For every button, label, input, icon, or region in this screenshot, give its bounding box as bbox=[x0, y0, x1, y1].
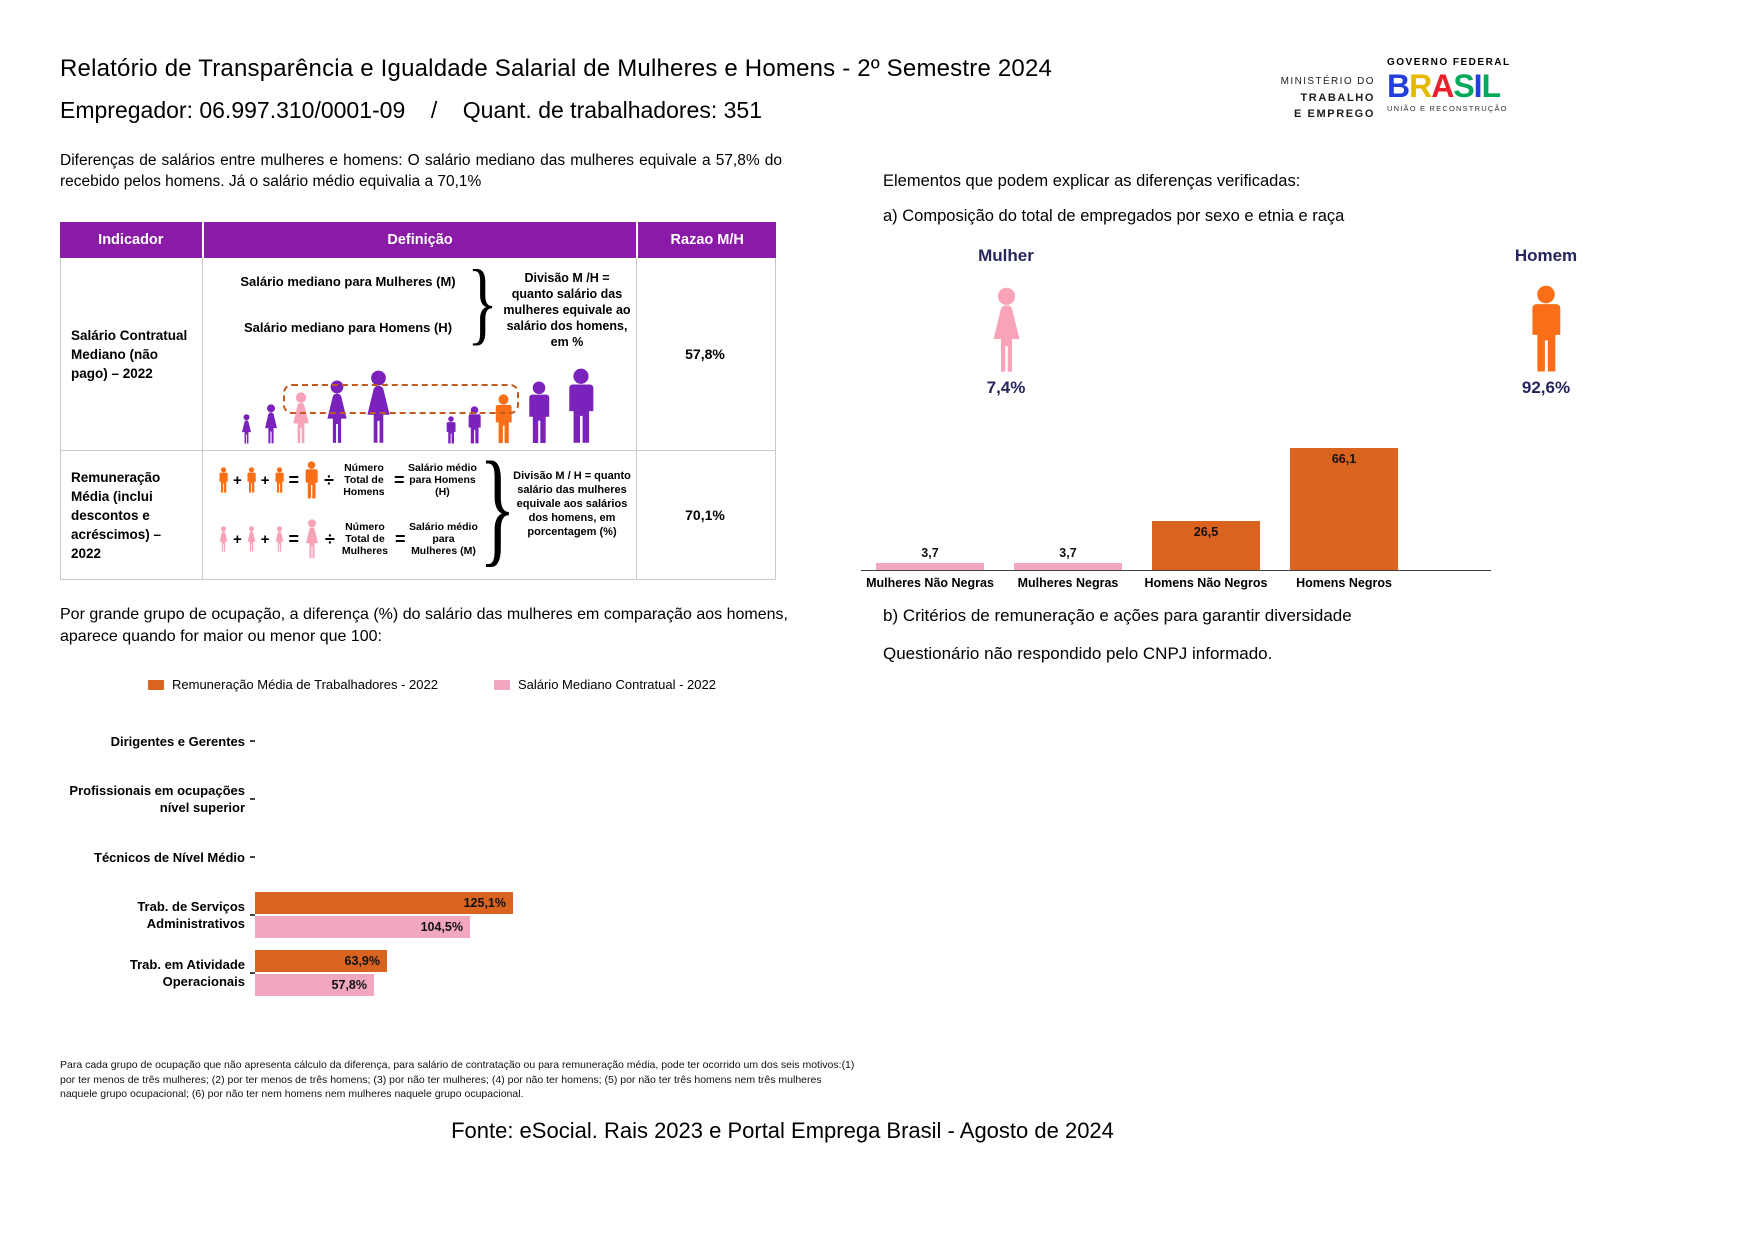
brace-icon: } bbox=[479, 436, 516, 578]
ministry-line2: TRABALHO bbox=[1300, 92, 1375, 104]
occupation-legend bbox=[148, 677, 716, 692]
ministry-line1: MINISTÉRIO DO bbox=[1280, 76, 1375, 87]
employer-info: Empregador: 06.997.310/0001-09 / Quant. de trabalhadores: 351 bbox=[60, 97, 762, 123]
brasil-logo-letter: S bbox=[1453, 68, 1474, 104]
man-icon bbox=[273, 467, 286, 493]
formula-result-label: Salário médio para Mulheres (M) bbox=[409, 521, 478, 557]
occupation-bars bbox=[255, 892, 513, 938]
table-header-definicao: Definição bbox=[204, 222, 639, 258]
occupation-bar bbox=[255, 950, 387, 972]
occupation-row bbox=[60, 886, 770, 944]
man-icon bbox=[1524, 285, 1568, 378]
legend-label-mediano: Salário Mediano Contratual - 2022 bbox=[517, 677, 716, 692]
legend-swatch-pink-icon bbox=[494, 680, 510, 690]
composition-category-axis bbox=[861, 576, 1491, 590]
bar-value-label: 63,9% bbox=[344, 954, 380, 968]
operator-equals-icon: = bbox=[288, 528, 300, 549]
occupation-bar bbox=[255, 974, 374, 996]
definicao-media-cell bbox=[203, 436, 637, 579]
composition-category-label: Homens Não Negros bbox=[1144, 576, 1268, 590]
legend-item-mediano bbox=[494, 677, 716, 692]
formula-result-label: Salário médio para Homens (H) bbox=[408, 462, 477, 498]
composition-bar bbox=[1290, 448, 1398, 570]
formula-divide-label: Número Total de Mulheres bbox=[341, 521, 388, 557]
man-icon bbox=[217, 467, 230, 493]
composition-subheading: a) Composição do total de empregados por sexo e etnia e raça bbox=[883, 207, 1345, 225]
composition-bar-chart bbox=[861, 437, 1491, 590]
occupation-category-label: Trab. de Serviços Administrativos bbox=[137, 899, 245, 931]
homem-percentage: 92,6% bbox=[1521, 378, 1571, 397]
brasil-logo-letter: A bbox=[1431, 68, 1454, 104]
operator-equals-icon: = bbox=[393, 469, 405, 490]
table-header-row bbox=[60, 222, 776, 258]
composition-column bbox=[999, 546, 1137, 570]
woman-icon bbox=[273, 526, 286, 552]
def-mediano-homens: Salário mediano para Homens (H) bbox=[243, 320, 453, 335]
brasil-logo bbox=[1387, 68, 1499, 104]
operator-divide-icon: ÷ bbox=[325, 528, 335, 549]
woman-icon bbox=[217, 526, 230, 552]
def-media-note: Divisão M / H = quanto salário das mulheres equivale aos salários dos homens, em porcentagem (%) bbox=[513, 470, 631, 538]
composition-column bbox=[1137, 521, 1275, 570]
def-mediano-mulheres: Salário mediano para Mulheres (M) bbox=[240, 274, 456, 289]
questionnaire-note: Questionário não respondido pelo CNPJ informado. bbox=[883, 644, 1273, 663]
composition-category-label: Mulheres Negras bbox=[1017, 576, 1119, 590]
occupation-row bbox=[60, 828, 770, 886]
man-figure-icon bbox=[1524, 285, 1568, 373]
razao-mediano-value: 57,8% bbox=[685, 346, 725, 362]
operator-equals-icon: = bbox=[394, 528, 406, 549]
bar-value-label: 125,1% bbox=[463, 896, 506, 910]
ministry-logo bbox=[1235, 74, 1375, 122]
composition-bar bbox=[1152, 521, 1260, 570]
occupation-category-label: Trab. em Atividade Operacionais bbox=[129, 957, 245, 989]
occupation-bars bbox=[255, 950, 387, 996]
occupation-row bbox=[60, 770, 770, 828]
elements-heading: Elementos que podem explicar as diferenças verificadas: bbox=[883, 172, 1301, 190]
man-icon bbox=[523, 381, 555, 444]
brasil-logo-letter: I bbox=[1473, 68, 1482, 104]
bar-value-label: 104,5% bbox=[420, 920, 463, 934]
ministry-line3: E EMPREGO bbox=[1293, 108, 1375, 120]
woman-icon bbox=[239, 414, 254, 444]
woman-icon bbox=[261, 404, 281, 444]
footnote-text: Para cada grupo de ocupação que não apresenta cálculo da diferença, para salário de contratação ou para remuneração média, pode ter ocorrido um dos seis motivos:(1) por ter menos de três mulheres; (2) por ter menos de três homens; (3) por não ter mulheres; (4) por não ter homens; (5) por não ter três homens nem três mulheres naquele grupo ocupacional; (6) por não ter nem homens nem mulheres naquele grupo ocupacional. bbox=[60, 1059, 855, 1100]
occupation-bar bbox=[255, 892, 513, 914]
mulher-percentage: 7,4% bbox=[986, 378, 1026, 397]
woman-icon bbox=[245, 526, 258, 552]
bar-value-label: 3,7 bbox=[921, 546, 939, 560]
uniao-reconstrucao-label: UNIÃO E RECONSTRUÇÃO bbox=[1387, 104, 1508, 113]
table-row-media bbox=[60, 436, 776, 580]
operator-plus-icon: + bbox=[260, 530, 270, 548]
brasil-logo-letter: B bbox=[1387, 68, 1410, 104]
operator-plus-icon: + bbox=[233, 471, 242, 489]
composition-column bbox=[1275, 448, 1413, 570]
operator-equals-icon: = bbox=[288, 469, 300, 490]
composition-bar bbox=[1014, 563, 1122, 570]
razao-media-value: 70,1% bbox=[685, 507, 725, 523]
formula-divide-label: Número Total de Homens bbox=[343, 462, 385, 498]
woman-icon bbox=[302, 519, 322, 559]
man-icon bbox=[302, 461, 321, 499]
indicator-table bbox=[60, 222, 776, 580]
operator-plus-icon: + bbox=[233, 530, 242, 548]
def-mediano-note: Divisão M /H = quanto salário das mulheres equivale ao salário dos homens, em % bbox=[503, 271, 631, 349]
mulher-label: Mulher bbox=[978, 246, 1034, 265]
man-icon bbox=[562, 368, 600, 444]
occupation-category-label: Dirigentes e Gerentes bbox=[110, 733, 245, 749]
bar-value-label: 66,1 bbox=[1331, 452, 1357, 466]
operator-divide-icon: ÷ bbox=[324, 469, 334, 490]
formula-men bbox=[217, 461, 477, 499]
indicador-media-label: Remuneração Média (inclui descontos e acréscimos) – 2022 bbox=[61, 451, 203, 579]
axis-tick-icon bbox=[250, 856, 255, 858]
homem-label: Homem bbox=[1514, 246, 1578, 265]
indicador-mediano-label: Salário Contratual Mediano (não pago) – 2022 bbox=[61, 258, 203, 450]
man-icon bbox=[444, 416, 458, 444]
bar-value-label: 3,7 bbox=[1059, 546, 1077, 560]
man-icon bbox=[245, 467, 258, 493]
woman-icon bbox=[985, 287, 1028, 378]
occupation-row bbox=[60, 944, 770, 1002]
occupation-intro: Por grande grupo de ocupação, a diferença (%) do salário das mulheres em comparação aos homens, aparece quando for maior ou menor que 100: bbox=[60, 606, 788, 645]
axis-tick-icon bbox=[250, 740, 255, 742]
definicao-mediano-cell bbox=[203, 251, 637, 450]
composition-category-label: Mulheres Não Negras bbox=[866, 576, 994, 590]
axis-tick-icon bbox=[250, 798, 255, 800]
legend-swatch-orange-icon bbox=[148, 680, 164, 690]
operator-plus-icon: + bbox=[260, 471, 270, 489]
brace-icon: } bbox=[467, 251, 498, 353]
bar-value-label: 26,5 bbox=[1193, 525, 1219, 539]
table-header-razao: Razao M/H bbox=[638, 222, 776, 258]
composition-category-label: Homens Negros bbox=[1296, 576, 1392, 590]
composition-plot-area bbox=[861, 437, 1491, 571]
governo-federal-label: GOVERNO FEDERAL bbox=[1387, 57, 1511, 68]
source-line: Fonte: eSocial. Rais 2023 e Portal Emprega Brasil - Agosto de 2024 bbox=[451, 1118, 1114, 1143]
bar-value-label: 57,8% bbox=[331, 978, 367, 992]
brasil-logo-letter: R bbox=[1409, 68, 1432, 104]
occupation-bar bbox=[255, 916, 470, 938]
occupation-row bbox=[60, 712, 770, 770]
page-title: Relatório de Transparência e Igualdade Salarial de Mulheres e Homens - 2º Semestre 2024 bbox=[60, 55, 1053, 82]
median-highlight-box bbox=[283, 384, 519, 414]
salary-difference-intro: Diferenças de salários entre mulheres e homens: O salário mediano das mulheres equivale a 57,8% do recebido pelos homens. Já o salário médio equivalia a 70,1% bbox=[60, 152, 782, 190]
criteria-subheading: b) Critérios de remuneração e ações para garantir diversidade bbox=[883, 606, 1352, 625]
table-header-indicador: Indicador bbox=[60, 222, 204, 258]
occupation-bar-chart bbox=[60, 712, 770, 1002]
composition-column bbox=[861, 546, 999, 570]
legend-item-remuneracao bbox=[148, 677, 438, 692]
occupation-category-label: Técnicos de Nível Médio bbox=[94, 849, 245, 865]
occupation-category-label: Profissionais em ocupações nível superior bbox=[69, 783, 245, 815]
govbr-logo bbox=[1387, 57, 1511, 113]
brasil-logo-letter: L bbox=[1481, 68, 1501, 104]
woman-figure-icon bbox=[985, 287, 1028, 373]
composition-bar bbox=[876, 563, 984, 570]
table-row-mediano bbox=[60, 251, 776, 451]
formula-women bbox=[217, 519, 478, 559]
legend-label-remuneracao: Remuneração Média de Trabalhadores - 2022 bbox=[172, 677, 438, 692]
